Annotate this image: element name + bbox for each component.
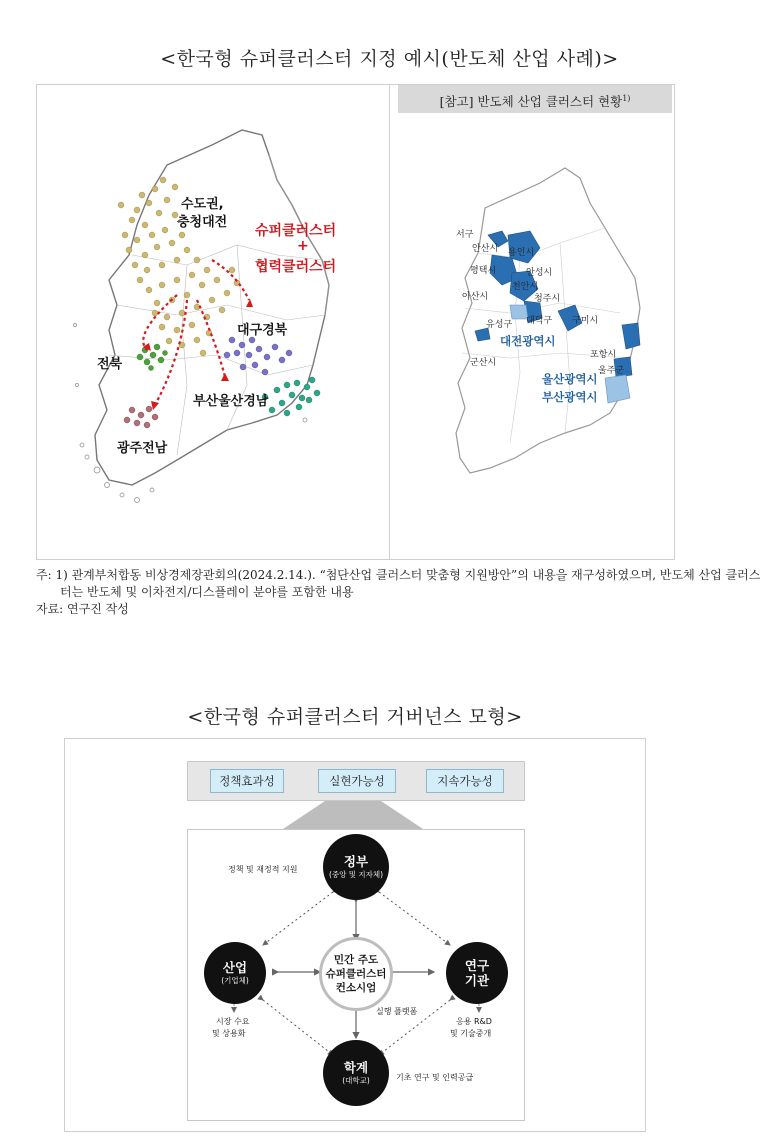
reference-map <box>390 85 674 559</box>
cluster-map-graphic <box>37 85 389 559</box>
city-seogu: 서구 <box>456 230 474 240</box>
footnote-line-1: 주: 1) 관계부처합동 비상경제장관회의(2024.2.14.). “첨단산업 클러스터 맞춤형 지원방안”의 내용을 재구성하였으며, 반도체 산업 클러스 <box>36 568 761 582</box>
node-industry-name: 산업 <box>222 960 248 975</box>
node-private-consortium <box>319 937 393 1011</box>
city-gunsan: 군산시 <box>470 358 497 368</box>
korea-peninsula-outline <box>95 130 329 485</box>
label-industry-role-1: 시장 수요 <box>216 1017 250 1026</box>
node-research <box>446 942 508 1004</box>
city-gumi: 구미시 <box>572 316 599 326</box>
node-government-name: 정부 <box>343 854 369 869</box>
criterion-feasibility: 실현가능성 <box>318 769 396 793</box>
footnote-line-2: 터는 반도체 및 이차전지/디스플레이 분야를 포함한 내용 <box>60 585 354 599</box>
governance-box <box>187 829 525 1121</box>
node-academia <box>323 1040 389 1106</box>
city-ansan: 안산시 <box>472 244 499 254</box>
region-busan: 부산광역시 <box>542 390 598 404</box>
city-yuseong: 유성구 <box>486 320 513 330</box>
label-supercluster: 슈퍼클러스터 <box>255 223 337 239</box>
center-line-1: 민간 주도 <box>333 954 379 966</box>
label-research-role-2: 및 기술중개 <box>450 1029 492 1038</box>
figure2-title: <한국형 슈퍼클러스터 거버넌스 모형> <box>187 706 523 728</box>
label-research-role-1: 응용 R&D <box>456 1017 492 1026</box>
city-asan: 아산시 <box>462 292 489 302</box>
node-industry <box>204 942 266 1004</box>
city-cheongju: 청주시 <box>534 294 561 304</box>
criteria-bar <box>187 761 525 801</box>
node-academia-sub: (대학교) <box>342 1076 370 1085</box>
center-line-2: 슈퍼클러스터 <box>325 968 387 980</box>
city-pohang: 포항시 <box>590 350 617 360</box>
figure2-frame <box>64 738 646 1132</box>
node-industry-sub: (기업체) <box>221 976 249 985</box>
city-anseong: 안성시 <box>526 268 553 278</box>
cluster-map <box>37 85 390 559</box>
criteria-pointer <box>283 801 423 829</box>
reference-header-footnote: 1) <box>622 94 631 103</box>
figure1-frame <box>36 84 675 560</box>
city-yongin: 용인시 <box>508 248 535 258</box>
label-academia-role: 기초 연구 및 인력공급 <box>396 1073 474 1082</box>
label-gwangju: 광주전남 <box>117 441 168 456</box>
node-research-name: 연구 <box>464 958 490 973</box>
node-research-name-2: 기관 <box>464 973 490 988</box>
label-coop-cluster: 협력클러스터 <box>255 259 337 275</box>
node-academia-name: 학계 <box>343 1060 369 1075</box>
label-jeonbuk: 전북 <box>97 357 123 372</box>
node-government-sub: (중앙 및 지자체) <box>328 870 384 879</box>
center-line-3: 컨소시엄 <box>335 982 377 994</box>
label-capital: 수도권, <box>181 197 224 212</box>
label-plus: + <box>297 238 309 254</box>
source-note: 자료: 연구진 작성 <box>36 602 129 616</box>
region-ulsan: 울산광역시 <box>542 372 598 386</box>
region-daejeon: 대전광역시 <box>500 334 556 348</box>
city-daedeok: 대덕구 <box>526 316 553 326</box>
label-busan: 부산울산경남 <box>193 394 269 409</box>
label-industry-role-2: 및 상용화 <box>212 1029 246 1038</box>
criterion-policy: 정책효과성 <box>210 769 284 793</box>
label-gov-role: 정책 및 재정적 지원 <box>228 865 298 874</box>
criterion-sustainability: 지속가능성 <box>426 769 504 793</box>
reference-header <box>398 85 672 113</box>
city-pyeongtaek: 평택시 <box>470 266 497 276</box>
city-ulju: 울주군 <box>598 366 625 376</box>
figure1-title: <한국형 슈퍼클러스터 지정 예시(반도체 산업 사례)> <box>160 48 619 70</box>
label-exec-platform: 실행 플랫폼 <box>376 1007 418 1016</box>
city-cheonan: 천안시 <box>512 282 539 292</box>
node-government <box>323 834 389 900</box>
reference-header-text: [참고] 반도체 산업 클러스터 현황 <box>439 94 623 110</box>
label-capital-2: 충청대전 <box>177 215 228 230</box>
label-daegu: 대구경북 <box>237 323 288 338</box>
